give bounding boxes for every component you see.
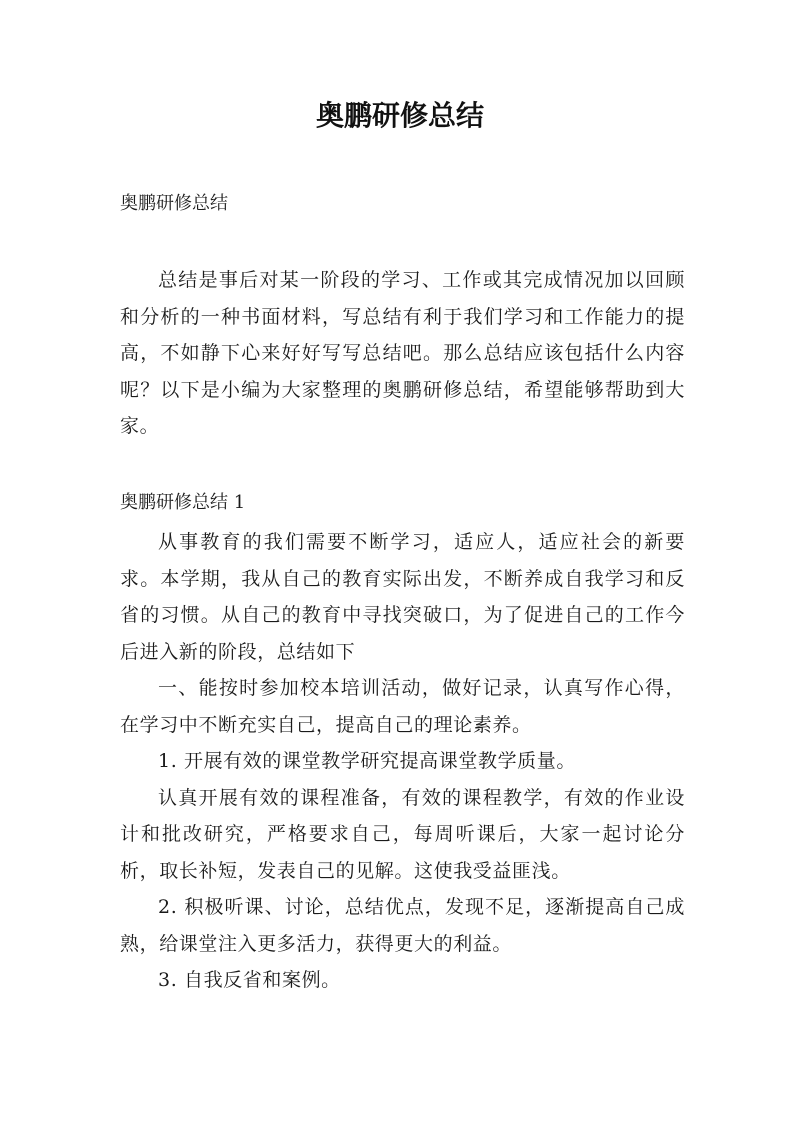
section-paragraph: 认真开展有效的课程准备，有效的课程教学，有效的作业设计和批改研究，严格要求自己，每周听课后，大家一起讨论分析，取长补短，发表自己的见解。这使我受益匪浅。	[120, 786, 685, 882]
intro-paragraph: 总结是事后对某一阶段的学习、工作或其完成情况加以回顾和分析的一种书面材料，写总结有利于我们学习和工作能力的提高，不如静下心来好好写写总结吧。那么总结应该包括什么内容呢？以下是小编为大家整理的奥鹏研修总结，希望能够帮助到大家。	[120, 269, 685, 437]
section-paragraph: 2. 积极听课、讨论，总结优点，发现不足，逐渐提高自己成熟，给课堂注入更多活力，获得更大的利益。	[120, 896, 685, 955]
section-paragraph: 3. 自我反省和案例。	[158, 969, 341, 991]
section-heading: 奥鹏研修总结 1	[120, 492, 246, 513]
document-subtitle: 奥鹏研修总结	[120, 193, 228, 214]
section-body	[120, 524, 685, 999]
section-paragraph: 1. 开展有效的课堂教学研究提高课堂教学质量。	[158, 750, 576, 772]
intro-block	[120, 262, 685, 445]
section-paragraph: 一、能按时参加校本培训活动，做好记录，认真写作心得，在学习中不断充实自己，提高自己的理论素养。	[120, 677, 685, 736]
section-paragraph: 从事教育的我们需要不断学习，适应人，适应社会的新要求。本学期，我从自己的教育实际出发，不断养成自我学习和反省的习惯。从自己的教育中寻找突破口，为了促进自己的工作今后进入新的阶段，总结如下	[120, 531, 685, 663]
document-title: 奥鹏研修总结	[315, 99, 484, 132]
